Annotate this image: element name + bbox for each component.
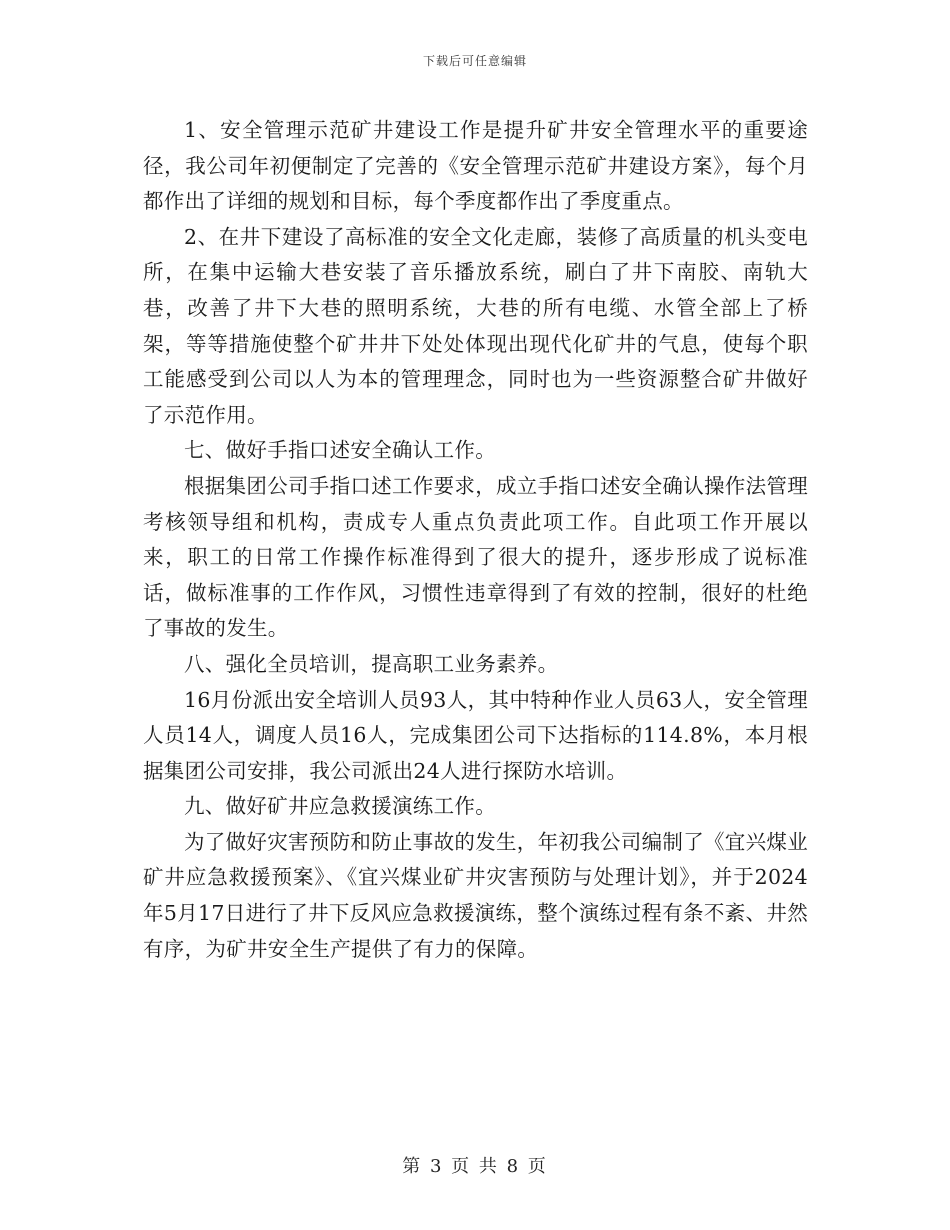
section-heading-emergency-drill: 九、做好矿井应急救援演练工作。 xyxy=(184,794,496,819)
document-body xyxy=(143,113,808,967)
paragraph-safety-demo-mine: 1、安全管理示范矿井建设工作是提升矿井安全管理水平的重要途径，我公司年初便制定了完善的《安全管理示范矿井建设方案》，每个月都作出了详细的规划和目标，每个季度都作出了季度重点。 xyxy=(143,118,808,214)
page-header: 下载后可任意编辑 xyxy=(422,54,527,68)
section-heading-hand-finger-confirmation: 七、做好手指口述安全确认工作。 xyxy=(184,438,496,463)
page-number: 第 3 页 共 8 页 xyxy=(402,1156,548,1177)
section-heading-staff-training: 八、强化全员培训，提高职工业务素养。 xyxy=(184,651,559,676)
paragraph-emergency-drill: 为了做好灾害预防和防止事故的发生，年初我公司编制了《宜兴煤业矿井应急救援预案》、《宜兴煤业矿井灾害预防与处理计划》，并于2024年5月17日进行了井下反风应急救援演练，整个演练过程有条不紊、井然有序，为矿井安全生产提供了有力的保障。 xyxy=(143,829,808,961)
paragraph-underground-construction: 2、在井下建设了高标准的安全文化走廊，装修了高质量的机头变电所，在集中运输大巷安装了音乐播放系统，刷白了井下南胶、南轨大巷，改善了井下大巷的照明系统，大巷的所有电缆、水管全部上了桥架，等等措施使整个矿井井下处处体现出现代化矿井的气息，使每个职工能感受到公司以人为本的管理理念，同时也为一些资源整合矿井做好了示范作用。 xyxy=(143,224,808,427)
paragraph-hand-finger-confirmation: 根据集团公司手指口述工作要求，成立手指口述安全确认操作法管理考核领导组和机构，责成专人重点负责此项工作。自此项工作开展以来，职工的日常工作操作标准得到了很大的提升，逐步形成了说标准话，做标准事的工作作风，习惯性违章得到了有效的控制，很好的杜绝了事故的发生。 xyxy=(143,473,808,641)
paragraph-staff-training: 16月份派出安全培训人员93人，其中特种作业人员63人，安全管理人员14人，调度人员16人，完成集团公司下达指标的114.8%，本月根据集团公司安排，我公司派出24人进行探防水培训。 xyxy=(143,687,808,783)
